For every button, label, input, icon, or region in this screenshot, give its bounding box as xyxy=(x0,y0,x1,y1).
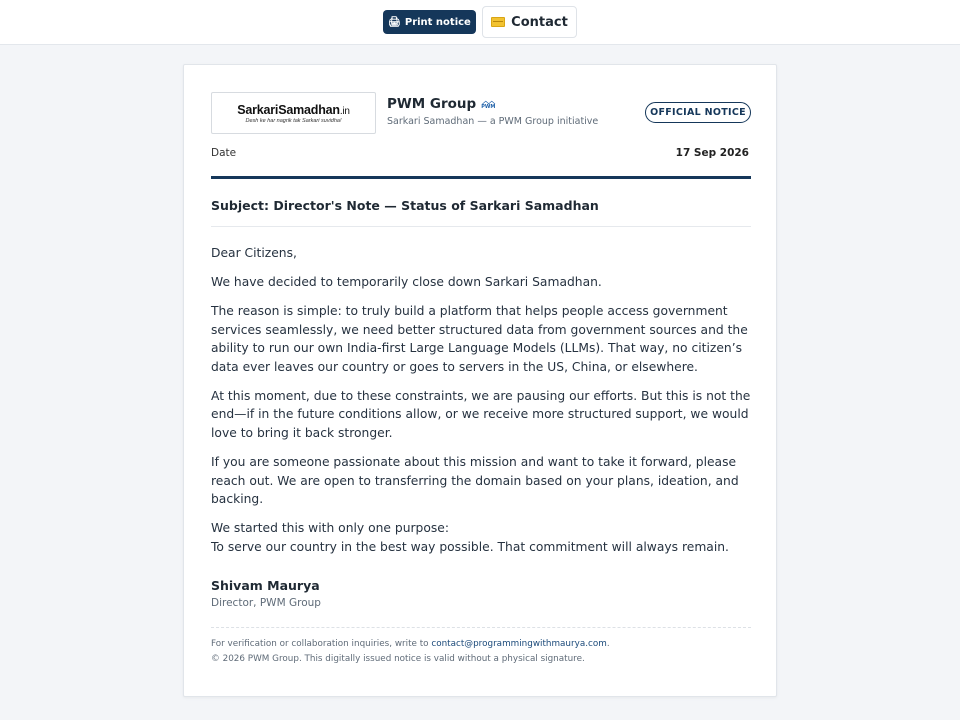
org-name-text: PWM Group xyxy=(387,96,477,112)
footer xyxy=(211,637,751,667)
pwm-logo-icon: ︿︿ PWM xyxy=(481,97,496,110)
org-name xyxy=(387,96,495,112)
official-notice-badge: OFFICIAL NOTICE xyxy=(645,102,751,123)
date-label: Date xyxy=(211,147,237,159)
body-paragraph: We have decided to temporarily close down Sarkari Samadhan. xyxy=(211,274,602,289)
logo-tagline: Desh ke har nagrik tak Sarkari suvidha! xyxy=(245,117,342,124)
greeting: Dear Citizens, xyxy=(211,246,297,260)
date-value: 17 Sep 2026 xyxy=(675,147,749,159)
closing-line-2: To serve our country in the best way possible. That commitment will always remain. xyxy=(211,539,729,554)
top-toolbar xyxy=(0,0,960,45)
footer-line-2: © 2026 PWM Group. This digitally issued notice is valid without a physical signature. xyxy=(211,654,585,664)
body-paragraph: At this moment, due to these constraints, we are pausing our efforts. But this is not the end—if in the future conditions allow, or we receive more structured support, we would love to bring it back stronger. xyxy=(211,388,751,440)
org-subtitle: Sarkari Samadhan — a PWM Group initiative xyxy=(387,116,599,127)
signer-title: Director, PWM Group xyxy=(211,597,321,609)
contact-button[interactable] xyxy=(482,6,577,38)
logo-tld: .in xyxy=(339,105,350,117)
subject-divider xyxy=(211,226,751,227)
closing-line-1: We started this with only one purpose: xyxy=(211,521,449,536)
signer-name: Shivam Maurya xyxy=(211,578,320,593)
footer-divider xyxy=(211,627,751,628)
notice-card xyxy=(183,64,777,697)
contact-email-link[interactable]: contact@programmingwithmaurya.com xyxy=(431,639,607,649)
closing-paragraph xyxy=(211,519,751,556)
notice-body xyxy=(211,244,751,567)
body-paragraph: The reason is simple: to truly build a platform that helps people access government services seamlessly, we need better structured data from government sources and the ability to run our own India-first Large Language Models (LLMs). That way, no citizen’s data ever leaves our country or goes to servers in the US, China, or elsewhere. xyxy=(211,303,748,374)
logo-name: SarkariSamadhan xyxy=(237,102,340,117)
subject-line: Subject: Director's Note — Status of Sarkari Samadhan xyxy=(211,198,599,213)
footer-line-1: For verification or collaboration inquiries, write to contact@programmingwithmaurya.com. xyxy=(211,639,610,649)
header-divider xyxy=(211,176,751,179)
body-paragraph: If you are someone passionate about this mission and want to take it forward, please reach out. We are open to transferring the domain based on your plans, ideation, and backing. xyxy=(211,454,739,507)
print-notice-button[interactable] xyxy=(383,10,476,34)
envelope-icon xyxy=(491,17,505,27)
contact-label: Contact xyxy=(511,14,568,30)
printer-icon: 🖨 xyxy=(388,16,401,28)
sarkari-samadhan-logo xyxy=(211,92,376,134)
print-notice-label: Print notice xyxy=(404,16,471,28)
